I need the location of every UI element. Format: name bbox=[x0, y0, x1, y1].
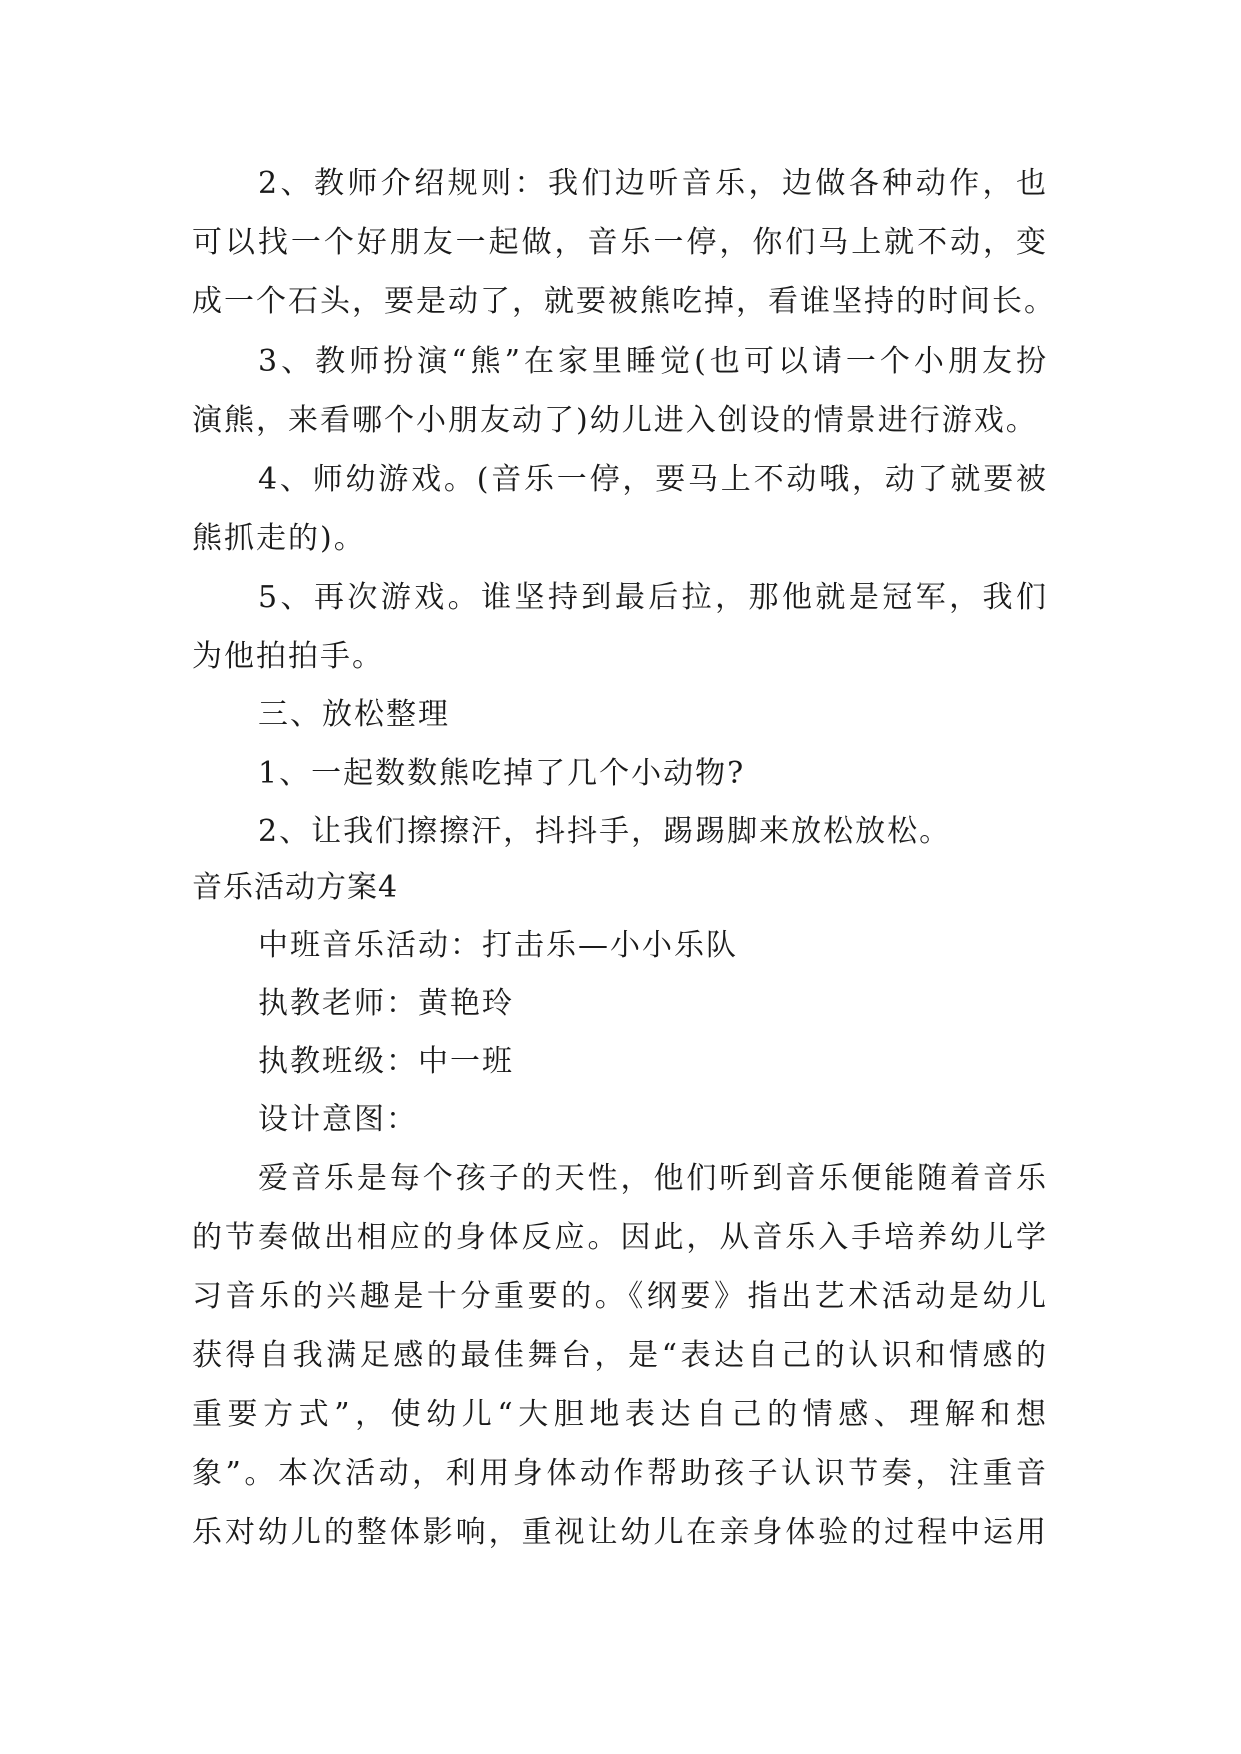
paragraph-line: 可以找一个好朋友一起做，音乐一停，你们马上就不动，变 bbox=[192, 225, 1048, 260]
paragraph-line: 4、师幼游戏。(音乐一停，要马上不动哦，动了就要被 bbox=[258, 462, 1048, 497]
paragraph-line: 熊抓走的)。 bbox=[192, 521, 366, 556]
paragraph-line: 1、一起数数熊吃掉了几个小动物? bbox=[258, 756, 746, 791]
design-intent-heading: 设计意图： bbox=[258, 1102, 418, 1137]
paragraph-line: 5、再次游戏。谁坚持到最后拉，那他就是冠军，我们 bbox=[258, 580, 1048, 615]
section-heading: 三、放松整理 bbox=[258, 697, 450, 732]
paragraph-line: 乐对幼儿的整体影响，重视让幼儿在亲身体验的过程中运用 bbox=[192, 1515, 1048, 1550]
paragraph-line: 2、让我们擦擦汗，抖抖手，踢踢脚来放松放松。 bbox=[258, 814, 952, 849]
paragraph-line: 3、教师扮演“熊”在家里睡觉(也可以请一个小朋友扮 bbox=[258, 344, 1048, 379]
paragraph-line: 成一个石头，要是动了，就要被熊吃掉，看谁坚持的时间长。 bbox=[192, 284, 1056, 319]
plan-title: 音乐活动方案4 bbox=[192, 870, 399, 905]
paragraph-line: 习音乐的兴趣是十分重要的。《纲要》指出艺术活动是幼儿 bbox=[192, 1279, 1048, 1314]
class-name: 执教班级：中一班 bbox=[258, 1044, 514, 1079]
teacher-name: 执教老师：黄艳玲 bbox=[258, 986, 514, 1021]
paragraph-line: 演熊，来看哪个小朋友动了)幼儿进入创设的情景进行游戏。 bbox=[192, 403, 1038, 438]
paragraph-line: 重要方式”，使幼儿“大胆地表达自己的情感、理解和想 bbox=[192, 1397, 1048, 1432]
paragraph-line: 的节奏做出相应的身体反应。因此，从音乐入手培养幼儿学 bbox=[192, 1220, 1048, 1255]
paragraph-line: 象”。本次活动，利用身体动作帮助孩子认识节奏，注重音 bbox=[192, 1456, 1048, 1491]
paragraph-line: 2、教师介绍规则：我们边听音乐，边做各种动作，也 bbox=[258, 166, 1048, 201]
paragraph-line: 获得自我满足感的最佳舞台，是“表达自己的认识和情感的 bbox=[192, 1338, 1048, 1373]
paragraph-line: 为他拍拍手。 bbox=[192, 639, 384, 674]
activity-name: 中班音乐活动：打击乐—小小乐队 bbox=[258, 928, 738, 963]
paragraph-line: 爱音乐是每个孩子的天性，他们听到音乐便能随着音乐 bbox=[258, 1161, 1048, 1196]
